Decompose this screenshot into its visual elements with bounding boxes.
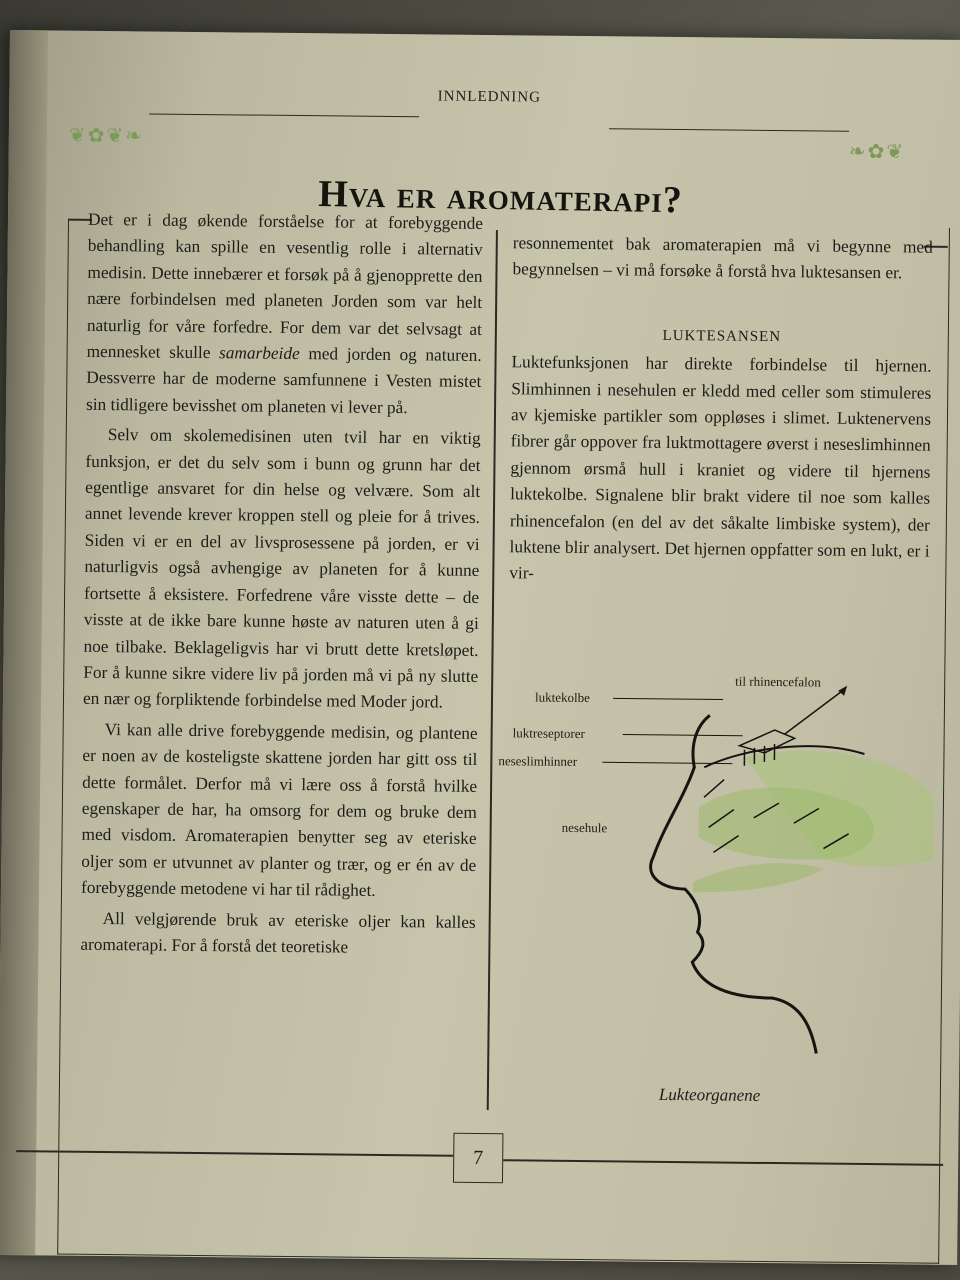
label-neseslimhinner: neseslimhinner (498, 753, 578, 769)
leader-luktekolbe (613, 698, 723, 699)
paragraph: Luktefunksjonen har direkte forbindelse til hjernen. Slimhinnen i nesehulen er kledd med celler som stimuleres av kjemiske partikler som oppløses i slimet. Luktenervens fibrer går oppover fra luktmottagere øverst i neseslimhinnen gjennom ørsmå hull i kraniet og videre til hjernens luktekolbe. Signalene blir brakt videre til noe som kalles rhinencefalon (en del av det såkalte limbiske system), der luktene blir analysert. Det hjernen oppfatter som en lukt, er i vir- (509, 352, 932, 583)
olfactory-diagram (491, 665, 936, 1110)
paragraph: Vi kan alle drive forebyggende medisin, og plantene er noen av de kosteligste skattene jorden har gitt oss til dette formålet. Derfor må vi lære oss å forstå hvilke egenskaper de har, ha omsorg for dem og bruke dem med visdom. Aromaterapien benytter seg av eteriske oljer som er utvunnet av planter og trær, og er én av de forebyggende metodene vi har til rådighet. (80, 719, 478, 901)
label-luktreseptorer: luktreseptorer (512, 725, 585, 742)
header-rule-right (609, 128, 849, 132)
paragraph: resonnementet bak aromaterapien må vi begynne med begynnelsen – vi må forsøke å forstå hva luktesansen er. (512, 233, 933, 283)
paragraph: Det er i dag økende forståelse for at forebyggende behandling kan spille en vesentlig rolle i alternativ medisin. Dette innebærer et forsøk på å gjenopprette den nære forbindelsen med planeten Jorden som var helt naturlig for våre forfedre. For dem var det selvsagt at mennesket skulle samarbeide med jorden og naturen. Dessverre har de moderne samfunnene i Vesten mistet sin tidligere bevisshet om planeten vi lever på. (85, 209, 484, 418)
right-column (509, 230, 933, 591)
label-nesehule: nesehule (561, 819, 608, 836)
page-gutter (0, 30, 48, 1255)
leader-luktreseptorer (623, 734, 743, 735)
left-column (80, 207, 483, 962)
vine-ornament-right-icon: ❧✿❦ (848, 140, 906, 164)
section-heading: LUKTESANSEN (662, 327, 782, 345)
label-luktekolbe: luktekolbe (534, 689, 591, 706)
diagram-caption: Lukteorganene (658, 1084, 761, 1105)
header-rule-left (149, 113, 419, 117)
vine-ornament-left-icon: ❦✿❦❧ (68, 124, 145, 148)
paragraph: All velgjørende bruk av eteriske oljer kan kalles aromaterapi. For å forstå det teoretiske (80, 908, 476, 957)
running-head: INNLEDNING (437, 88, 542, 106)
lower-mucus-fill (693, 862, 823, 893)
page-title: Hva er aromaterapi? (317, 172, 684, 222)
paragraph: Selv om skolemedisinen uten tvil har en viktig funksjon, er det du selv som i bunn og grunn har det egentlige ansvaret for din helse og velvære. Som alt annet levende krever kroppen stell og pleie for å trives. Siden vi er en del av livsprosessene på jorden, er vi naturligvis også avhengige av planeten for å kunne fortsette å eksistere. Forfedrene våre visste dette – de visste at de ikke bare kunne høste av naturen uten å gi noe tilbake. Beklageligvis har vi brutt dette kretsløpet. For å kunne sikre videre liv på jorden må vi på ny slutte en nær og forpliktende forbindelse med Moder jord. (82, 425, 481, 712)
page-number: 7 (453, 1133, 504, 1184)
arrow-head (838, 686, 847, 696)
label-rhinencefalon: til rhinencefalon (735, 673, 821, 690)
rhinencephalon-arrow (785, 688, 845, 735)
book-page (0, 30, 960, 1265)
